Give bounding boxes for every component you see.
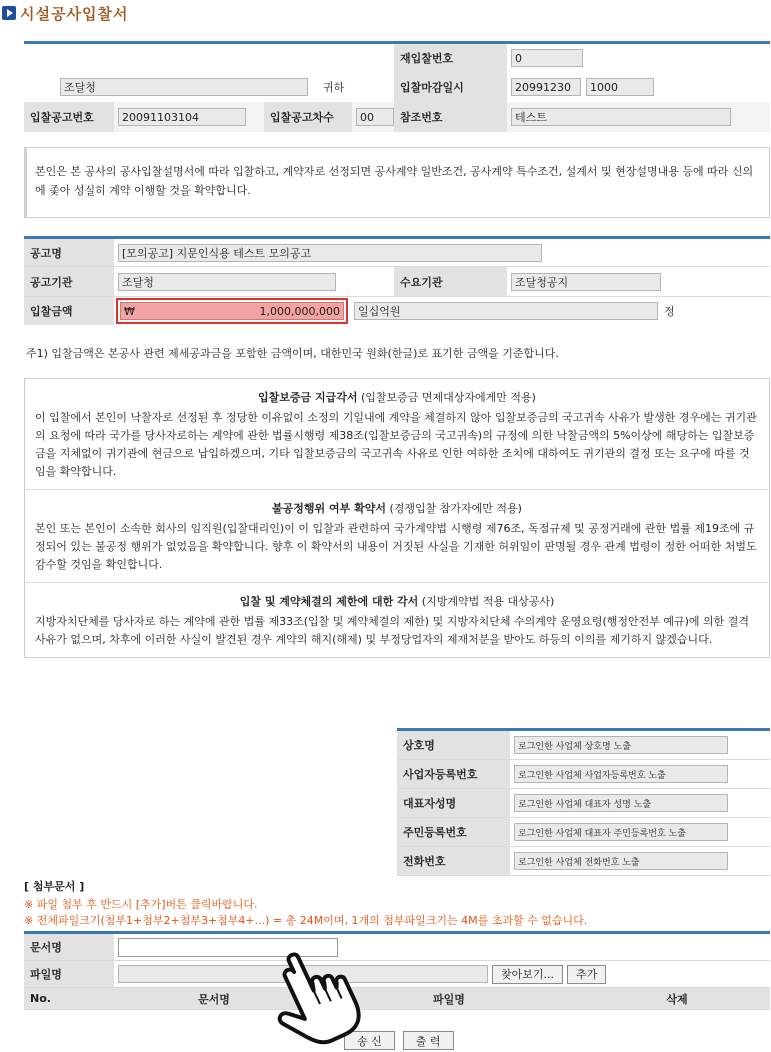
phone-field[interactable]: 로그인한 사업체 전화번호 노출 [514, 852, 728, 870]
add-button[interactable]: 추가 [567, 965, 606, 984]
notice-agency-field[interactable]: 조달청 [118, 273, 336, 291]
pledge-body: 지방자치단체를 당사자로 하는 계약에 관한 법률 제33조(입찰 및 계약체결의 제한) 및 지방자치단체 수의계약 운영요령(행정안전부 예규)에 의한 결격사유가 없으며, 차후에 이러한 사실이 발견된 경우 계약의 해지(해제) 및 부정당업자의 제재처분을 받아도 하등의 이의를 제기하지 않겠습니다. [35, 615, 750, 646]
pledge-body: 이 입찰에서 본인이 낙찰자로 선정된 후 정당한 이유없이 소정의 기일내에 계약을 체결하지 않아 입찰보증금의 국고귀속 사유가 발생한 경우에는 귀기관의 요청에 따라 국가를 당사자로하는 계약에 관한 법률시행령 제38조(입찰보증금의 국고귀속)의 규정에 의한 낙찰금액의 5%이상에 해당하는 입찰보증금을 지체없이 귀기관에 현금으로 납입하겠으며, 기타 입찰보증금의 국고귀속 사유로 인한 여하한 조치에 대하여도 귀기관의 결정 또는 요구에 따를 것임을 확약합니다. [35, 411, 757, 478]
amount-note: 주1) 입찰금액은 본공사 관련 제세공과금을 포함한 금액이며, 대한민국 원화(한글)로 표기한 금액을 기준합니다. [26, 347, 559, 360]
pledge-deposit [25, 379, 769, 490]
deadline-date-field[interactable]: 20991230 [511, 78, 581, 96]
pledge-title: 입찰 및 계약체결의 제한에 대한 각서 [239, 595, 419, 608]
notice-agency-label: 공고기관 [24, 267, 114, 296]
page-title: 시설공사입찰서 [20, 4, 129, 23]
pledge-fairness [25, 490, 769, 583]
pledge-body: 본인 또는 본인이 소속한 회사의 임직원(입찰대리인)이 이 입찰과 관련하여 국가계약법 시행령 제76조, 독점규제 및 공정거래에 관한 법률 제19조에 규정되어 있는 불공정 행위가 없었음을 확약합니다. 향후 이 확약서의 내용이 거짓된 사실을 기재한 허위임이 판명될 경우 관계 법령이 정한 어떠한 처벌도 감수할 것임을 확인합니다. [35, 522, 757, 571]
demand-agency-label: 수요기관 [394, 267, 507, 296]
deadline-label: 입찰마감일시 [394, 72, 507, 102]
business-number-field[interactable]: 로그인한 사업체 사업자등록번호 노출 [514, 765, 728, 783]
bid-amount-korean-field[interactable]: 일십억원 [354, 302, 658, 320]
attachment-table [24, 931, 770, 1010]
attachment-header-row [24, 988, 770, 1010]
print-button[interactable]: 출 력 [403, 1031, 454, 1050]
recipient-field[interactable]: 조달청 [60, 78, 308, 96]
bid-amount-value: 1,000,000,000 [259, 304, 340, 318]
reference-number-label: 참조번호 [394, 102, 507, 132]
resident-number-field[interactable]: 로그인한 사업체 대표자 주민등록번호 노출 [514, 823, 728, 841]
company-name-label: 상호명 [397, 731, 510, 759]
col-no: No. [30, 992, 51, 1005]
company-info-panel [397, 728, 770, 876]
ceo-name-field[interactable]: 로그인한 사업체 대표자 성명 노출 [514, 794, 728, 812]
pledge-title: 불공정행위 여부 확약서 [272, 502, 386, 515]
page-header [2, 2, 128, 24]
notice-seq-field[interactable]: 00 [356, 108, 394, 126]
arrow-bullet-icon [2, 6, 16, 20]
reference-number-field[interactable]: 테스트 [511, 108, 731, 126]
bid-amount-highlight [116, 298, 348, 324]
company-name-field[interactable]: 로그인한 사업체 상호명 노출 [514, 736, 728, 754]
recipient-suffix: 귀하 [323, 81, 345, 94]
bid-amount-label: 입찰금액 [24, 297, 114, 325]
business-number-label: 사업자등록번호 [397, 760, 510, 788]
declaration-text: 본인은 본 공사의 공사입찰설명서에 따라 입찰하고, 계약자로 선정되면 공사계약 일반조건, 공사계약 특수조건, 설계서 및 현장설명내용 등에 따라 신의에 좇아 성실히 계약 이행할 것을 확약합니다. [35, 165, 754, 197]
pledge-subtitle: (지방계약법 적용 대상공사) [421, 595, 555, 608]
browse-button[interactable]: 찾아보기... [492, 965, 563, 984]
notice-name-label: 공고명 [24, 239, 114, 266]
bid-amount-suffix: 정 [664, 305, 675, 318]
hand-cursor-icon [262, 945, 372, 1050]
send-button[interactable]: 송 신 [344, 1031, 395, 1050]
notice-number-label: 입찰공고번호 [24, 102, 114, 132]
notice-name-field[interactable]: [모의공고] 지문인식용 테스트 모의공고 [118, 244, 542, 262]
bid-amount-field[interactable] [120, 302, 344, 320]
resident-number-label: 주민등록번호 [397, 818, 510, 846]
pledge-title: 입찰보증금 지급각서 [258, 391, 358, 404]
rebid-number-label: 재입찰번호 [394, 44, 507, 72]
pledge-subtitle: (입찰보증금 면제대상자에게만 적용) [361, 391, 536, 404]
pledge-subtitle: (경쟁입찰 참가자에만 적용) [389, 502, 522, 515]
pledge-box [24, 378, 770, 658]
notice-seq-label: 입찰공고차수 [264, 102, 352, 132]
deadline-time-field[interactable]: 1000 [586, 78, 654, 96]
declaration-box [24, 147, 770, 218]
file-name-label: 파일명 [24, 961, 114, 987]
col-doc-name: 문서명 [198, 992, 230, 1006]
attachment-size-warning: ※ 전체파일크기(첨부1+첨부2+첨부3+첨부4+...) = 총 24M이며, 1개의 첨부파일크기는 4M를 초과할 수 없습니다. [24, 914, 588, 927]
won-currency-icon: ₩ [124, 304, 135, 318]
col-delete: 삭제 [666, 992, 688, 1006]
doc-name-label: 문서명 [24, 934, 114, 960]
attachment-warning: ※ 파일 첨부 후 반드시 [추가]버튼 클릭바랍니다. [24, 898, 258, 911]
attachments-title: [ 첨부문서 ] [24, 880, 85, 893]
bid-header-panel [24, 41, 770, 132]
phone-label: 전화번호 [397, 847, 510, 875]
pledge-restriction [25, 583, 769, 657]
bid-info-panel [24, 236, 770, 325]
ceo-name-label: 대표자성명 [397, 789, 510, 817]
rebid-number-field[interactable]: 0 [511, 49, 583, 67]
demand-agency-field[interactable]: 조달청공지 [511, 273, 661, 291]
col-file-name: 파일명 [433, 992, 465, 1006]
notice-number-field[interactable]: 20091103104 [118, 108, 246, 126]
